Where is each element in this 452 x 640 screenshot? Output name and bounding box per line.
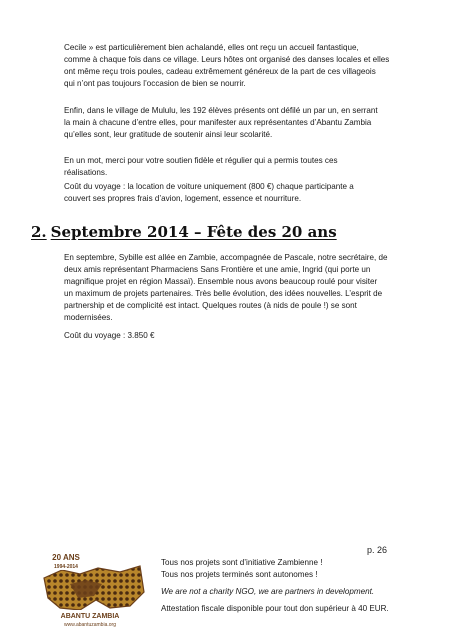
footer-line: Tous nos projets terminés sont autonomes ! <box>161 570 318 579</box>
text-line: Enfin, dans le village de Mululu, les 192 élèves présents ont défilé un par un, en serrant <box>64 106 378 115</box>
footer-line-italic: We are not a charity NGO, we are partners in development. <box>161 587 375 596</box>
text-line: Cecile » est particulièrement bien achalandé, elles ont reçu un accueil fantastique, <box>64 43 359 52</box>
paragraph-thanks <box>64 155 400 179</box>
text-line: magnifique projet en région Massaï). Ensemble nous avons beaucoup roulé pour visiter <box>64 277 378 286</box>
text-line: un maximum de projets partenaires. Très belle évolution, des idées nouvelles. L’esprit de <box>64 289 383 298</box>
text-line: couvert ses propres frais d’avion, logement, essence et nourriture. <box>64 194 302 203</box>
footer-line: Attestation fiscale disponible pour tout don supérieur à 40 EUR. <box>161 604 389 613</box>
text-line: ont même reçu trois poules, cadeau extrêmement généreux de la part de ces villageois <box>64 67 376 76</box>
text-line: modernisées. <box>64 313 113 322</box>
text-line: réalisations. <box>64 168 108 177</box>
text-line: deux amis représentant Pharmaciens Sans Frontière et une amie, Ingrid (qui porte un <box>64 265 371 274</box>
text-line: qu’elles sont, leur gratitude de soutenir ainsi leur scolarité. <box>64 130 273 139</box>
text-line: En un mot, merci pour votre soutien fidèle et régulier qui a permis toutes ces <box>64 156 338 165</box>
abantu-zambia-logo <box>40 548 148 628</box>
logo-anniversary: 20 ANS <box>52 553 80 562</box>
section-heading <box>31 222 337 242</box>
logo-name: ABANTU ZAMBIA <box>60 613 120 620</box>
paragraph-mululu <box>64 105 400 141</box>
text-line: comme à chaque fois dans ce village. Leurs hôtes ont organisé des danses locales et elles <box>64 55 390 64</box>
text-line: Coût du voyage : la location de voiture uniquement (800 €) chaque participante a <box>64 182 354 191</box>
text-line: partnership et de complicité est intact. Quelques routes (à nids de poule !) se sont <box>64 301 357 310</box>
paragraph-september-trip <box>64 252 400 324</box>
text-line: Coût du voyage : 3.850 € <box>64 331 155 340</box>
heading-number: 2. <box>31 223 47 241</box>
heading-text: Septembre 2014 – Fête des 20 ans <box>50 223 337 241</box>
paragraph-villages-visit <box>64 42 400 90</box>
paragraph-trip-cost-1 <box>64 181 400 205</box>
text-line: En septembre, Sybille est allée en Zambie, accompagnée de Pascale, notre secrétaire, de <box>64 253 388 262</box>
paragraph-trip-cost-2 <box>64 330 400 342</box>
page-number: p. 26 <box>367 545 388 555</box>
logo-years: 1994-2014 <box>54 564 78 570</box>
text-line: la main à chacune d’entre elles, pour manifester aux représentantes d’Abantu Zambia <box>64 118 372 127</box>
logo-website: www.abantuzambia.org <box>64 622 116 628</box>
text-line: qui n’ont pas toujours l’occasion de bien se nourrir. <box>64 79 246 88</box>
footer-line: Tous nos projets sont d’initiative Zambienne ! <box>161 558 323 567</box>
